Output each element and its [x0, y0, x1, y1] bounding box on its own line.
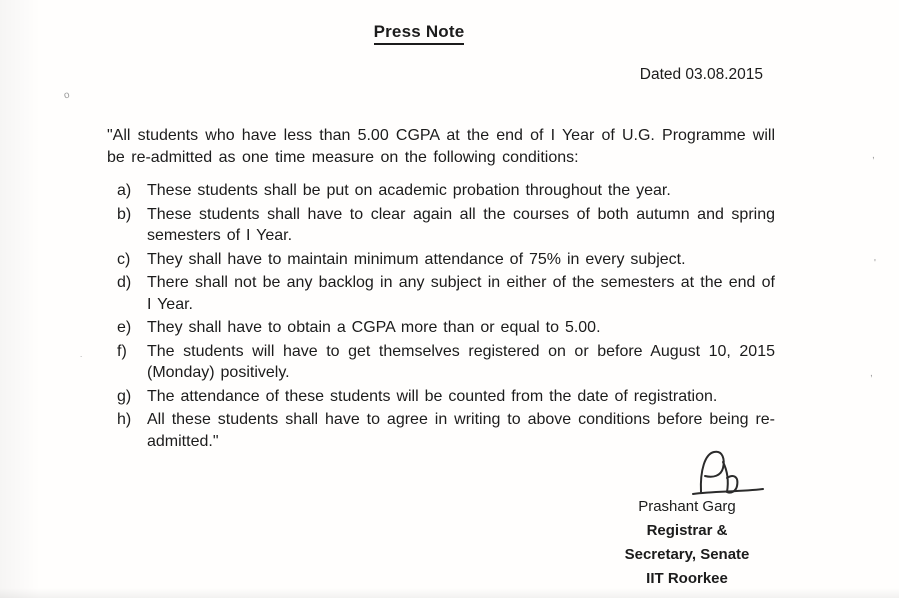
list-item-label: a)	[117, 182, 132, 199]
list-item-text: These students shall have to clear again all the courses of both autumn and spring semesters of I Year.	[147, 205, 775, 244]
list-item-text: They shall have to maintain minimum attendance of 75% in every subject.	[147, 250, 686, 268]
list-item	[107, 180, 775, 202]
handwritten-signature-icon	[687, 448, 767, 496]
list-item-text: The attendance of these students will be counted from the date of registration.	[147, 387, 718, 405]
list-item	[107, 272, 775, 315]
scan-artifact: .	[80, 350, 83, 359]
intro-paragraph: "All students who have less than 5.00 CGPA at the end of I Year of U.G. Programme will be re-admitted as one time measure on the following conditions:	[107, 127, 775, 166]
list-item-label: c)	[117, 250, 131, 268]
signature-block	[597, 448, 777, 587]
signatory-title-3: IIT Roorkee	[646, 570, 728, 587]
scan-artifact: o	[62, 89, 71, 102]
conditions-list	[107, 180, 775, 452]
list-item-label: e)	[117, 319, 132, 336]
scan-artifact: ,	[872, 150, 875, 161]
list-item-text: They shall have to obtain a CGPA more than or equal to 5.00.	[147, 319, 601, 336]
list-item-label: b)	[117, 205, 132, 223]
signatory-title-1: Registrar &	[646, 522, 728, 539]
list-item-text: All these students shall have to agree in writing to above conditions before being re-admitted."	[147, 411, 775, 450]
list-item-text: The students will have to get themselves registered on or before August 10, 2015 (Monday) positively.	[147, 342, 775, 381]
list-item	[107, 249, 775, 271]
list-item	[107, 204, 775, 247]
list-item	[107, 317, 775, 339]
list-item	[107, 409, 775, 452]
list-item-text: These students shall be put on academic probation throughout the year.	[147, 182, 671, 199]
list-item-label: f)	[117, 342, 127, 360]
list-item-text: There shall not be any backlog in any subject in either of the semesters at the end of I Year.	[147, 274, 775, 313]
scan-artifact: '	[874, 258, 876, 269]
list-item-label: h)	[117, 411, 132, 428]
list-item	[107, 341, 775, 384]
list-item-label: g)	[117, 387, 132, 405]
scan-artifact: ,	[870, 368, 873, 379]
page-title	[107, 22, 731, 45]
signatory-title-2: Secretary, Senate	[624, 546, 750, 563]
list-item-label: d)	[117, 274, 132, 291]
list-item	[107, 386, 775, 408]
date-line: Dated 03.08.2015	[639, 66, 763, 83]
page-title-text: Press Note	[374, 22, 465, 45]
signatory-name: Prashant Garg	[638, 498, 736, 515]
